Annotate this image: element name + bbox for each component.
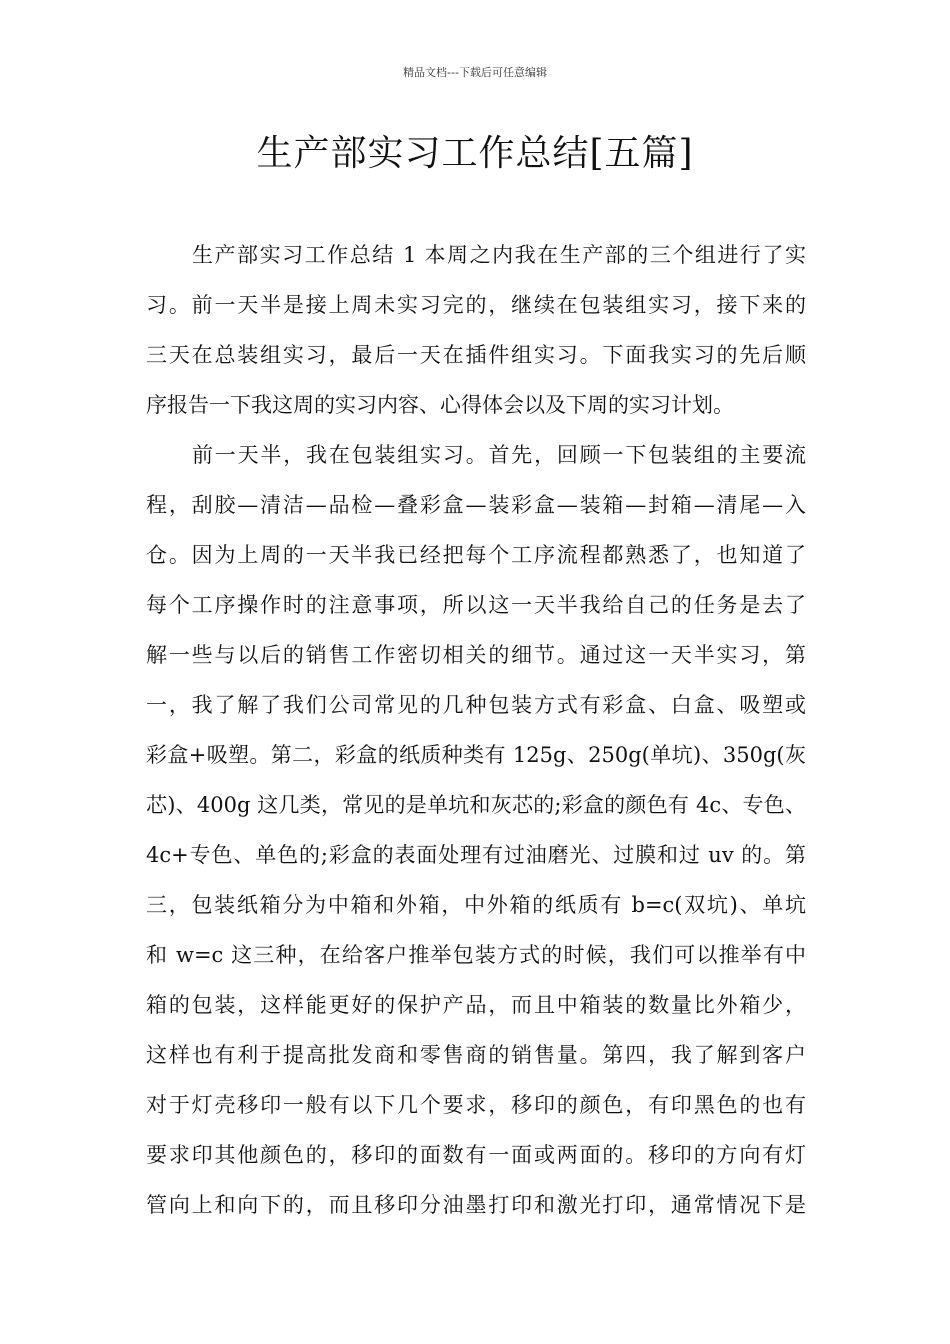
text-line: 习。前一天半是接上周未实习完的，继续在包装组实习，接下来的: [146, 293, 806, 317]
paragraph-2: [146, 430, 806, 1230]
text-line: 仓。因为上周的一天半我已经把每个工序流程都熟悉了，也知道了: [146, 543, 806, 567]
text-line: 一，我了解了我们公司常见的几种包装方式有彩盒、白盒、吸塑或: [146, 693, 806, 717]
text-line: 芯)、400g 这几类，常见的是单坑和灰芯的;彩盒的颜色有 4c、专色、: [146, 793, 806, 817]
document-body: [146, 230, 806, 1230]
paragraph-1: [146, 230, 806, 430]
text-line: 程，刮胶—清洁—品检—叠彩盒—装彩盒—装箱—封箱—清尾—入: [146, 493, 806, 517]
text-line: 前一天半，我在包装组实习。首先，回顾一下包装组的主要流: [192, 443, 806, 467]
text-line: 管向上和向下的，而且移印分油墨打印和激光打印，通常情况下是: [146, 1193, 806, 1217]
text-line: 对于灯壳移印一般有以下几个要求，移印的颜色，有印黑色的也有: [146, 1093, 806, 1117]
text-line: 序报告一下我这周的实习内容、心得体会以及下周的实习计划。: [146, 393, 734, 417]
text-line: 这样也有利于提高批发商和零售商的销售量。第四，我了解到客户: [146, 1043, 806, 1067]
text-line: 和 w=c 这三种，在给客户推举包装方式的时候，我们可以推举有中: [146, 943, 806, 967]
text-line: 要求印其他颜色的，移印的面数有一面或两面的。移印的方向有灯: [146, 1143, 806, 1167]
page-header: 精品文档---下载后可任意编辑: [403, 66, 547, 79]
text-line: 彩盒+吸塑。第二，彩盒的纸质种类有 125g、250g(单坑)、350g(灰: [146, 743, 806, 767]
text-line: 三天在总装组实习，最后一天在插件组实习。下面我实习的先后顺: [146, 343, 806, 367]
text-line: 4c+专色、单色的;彩盒的表面处理有过油磨光、过膜和过 uv 的。第: [146, 843, 806, 867]
text-line: 三，包装纸箱分为中箱和外箱，中外箱的纸质有 b=c(双坑)、单坑: [146, 893, 806, 917]
text-line: 箱的包装，这样能更好的保护产品，而且中箱装的数量比外箱少，: [146, 993, 806, 1017]
text-line: 生产部实习工作总结 1 本周之内我在生产部的三个组进行了实: [192, 243, 806, 267]
text-line: 每个工序操作时的注意事项，所以这一天半我给自己的任务是去了: [146, 593, 806, 617]
document-title: 生产部实习工作总结[五篇]: [256, 133, 694, 174]
text-line: 解一些与以后的销售工作密切相关的细节。通过这一天半实习，第: [146, 643, 806, 667]
